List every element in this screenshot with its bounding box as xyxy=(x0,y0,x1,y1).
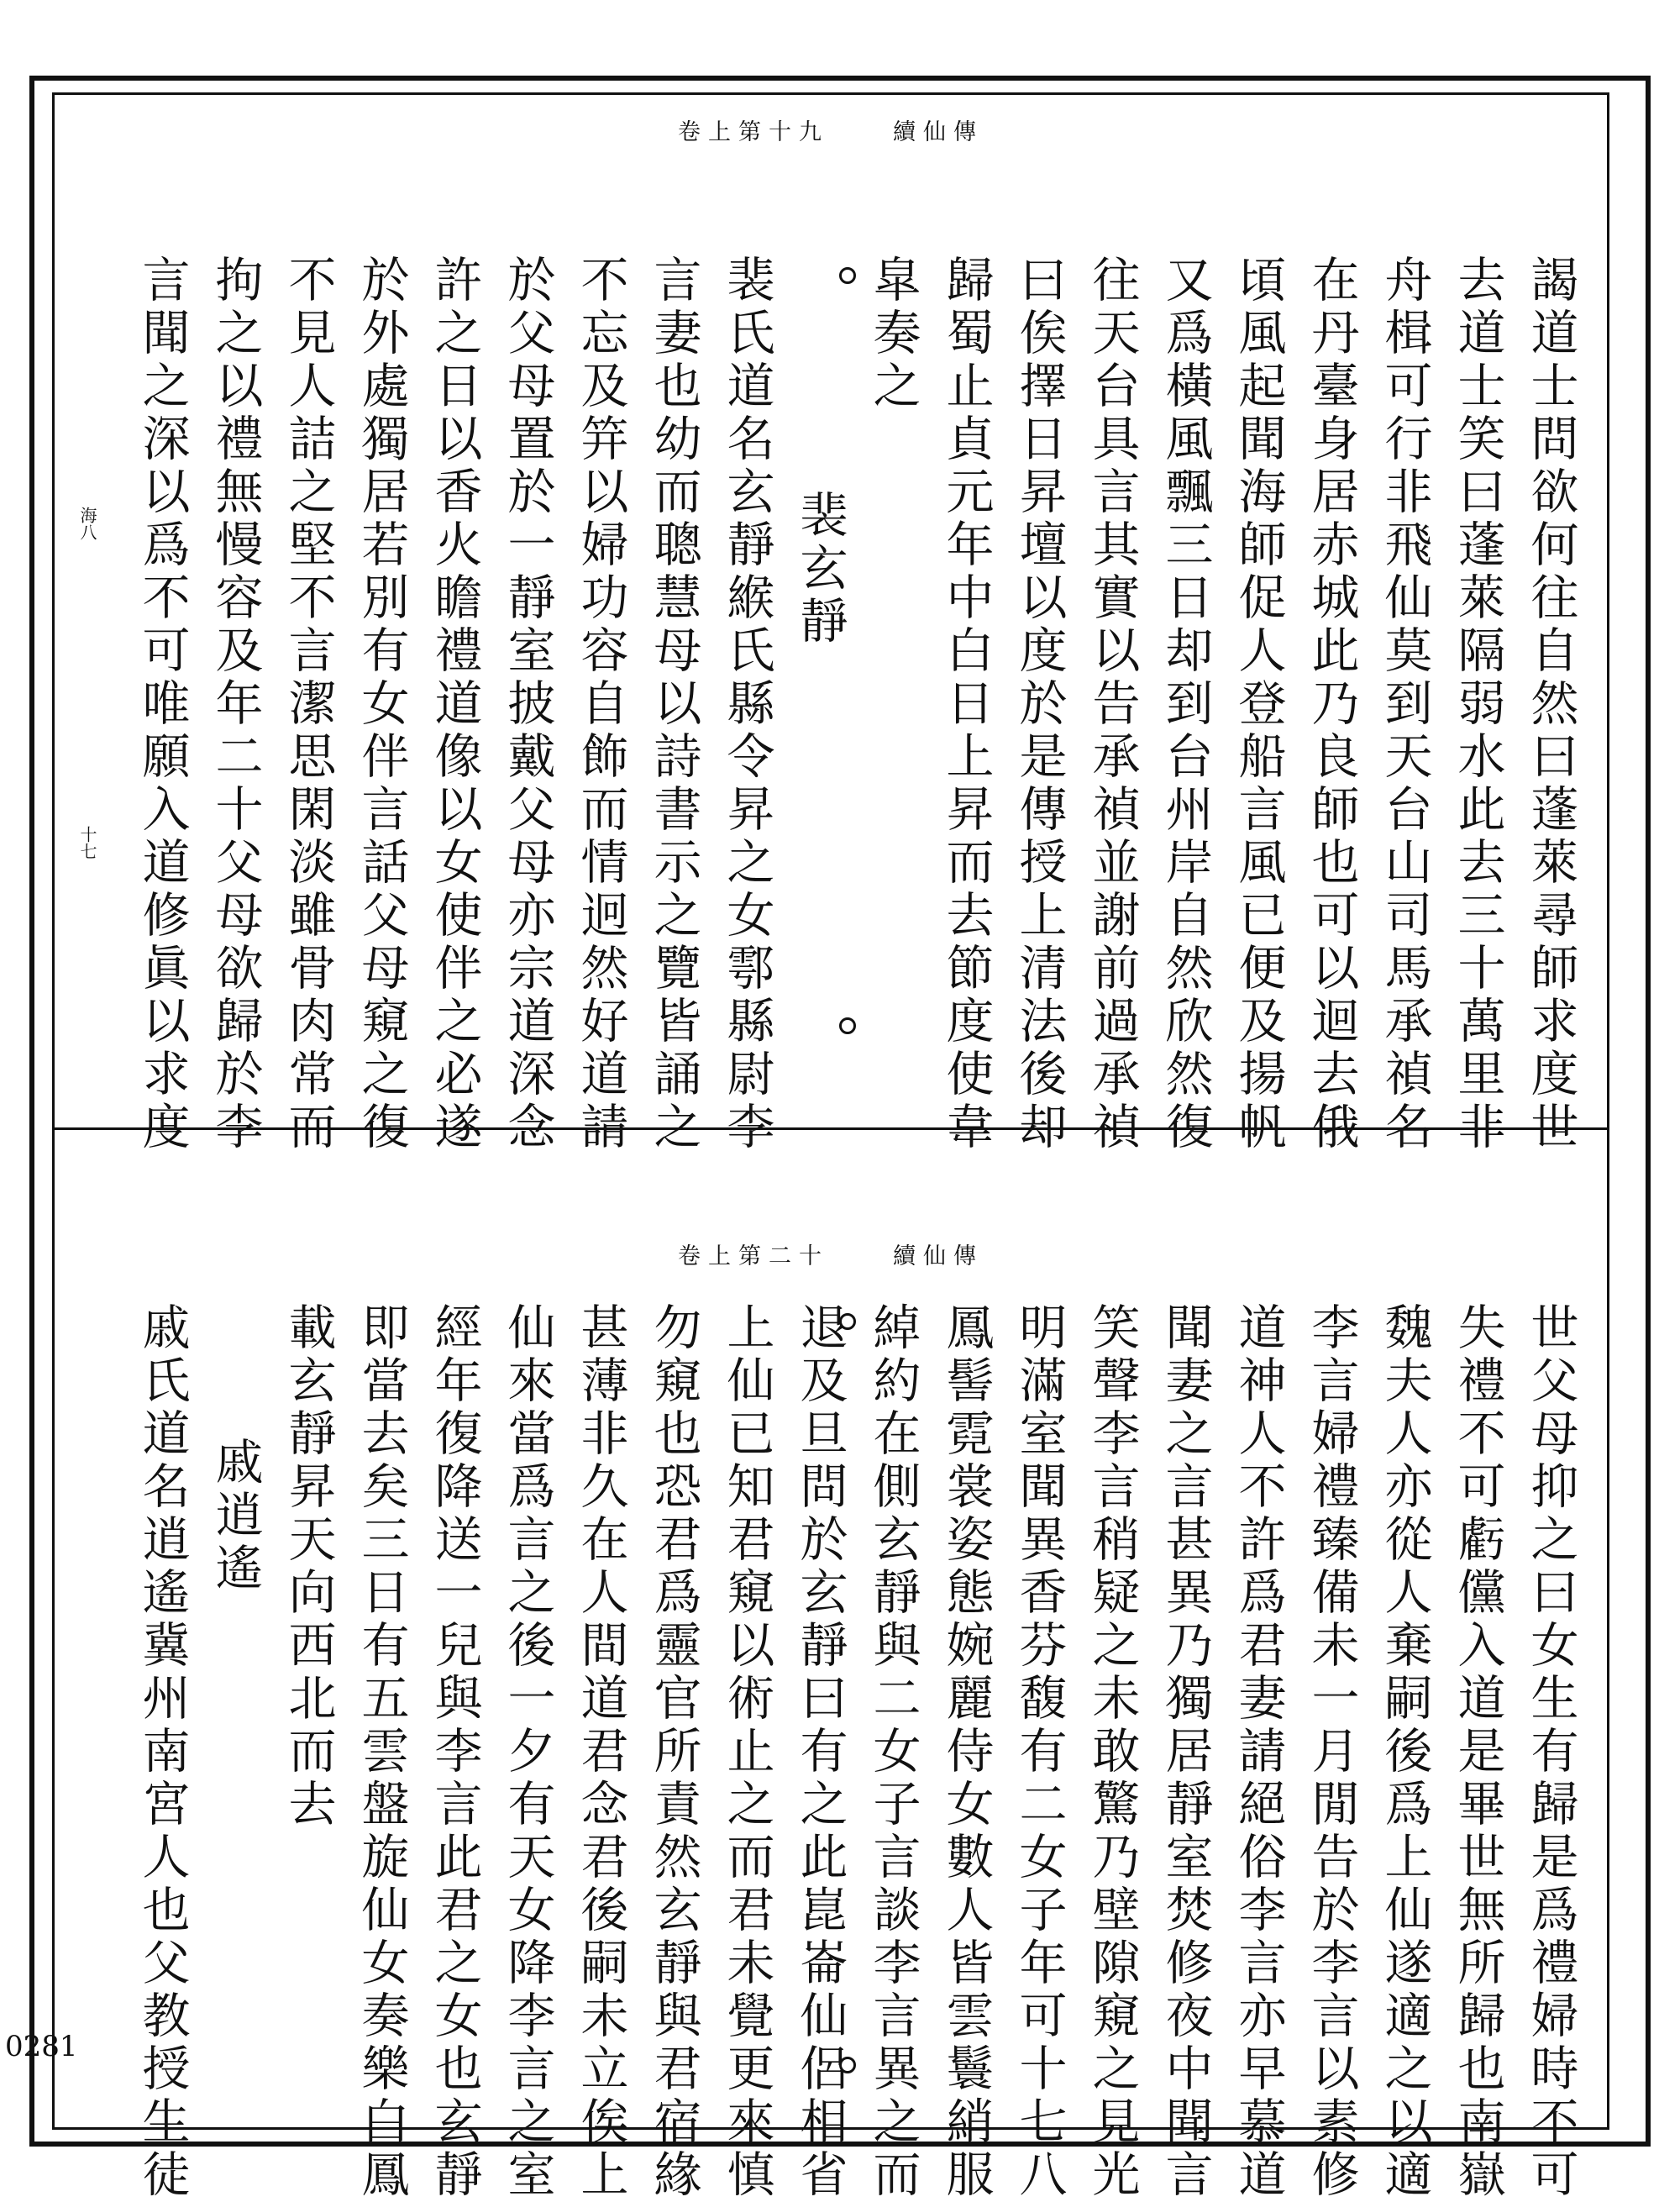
text-column: 魏夫人亦從人棄嗣後爲上仙遂適之以適 xyxy=(1377,1302,1432,2202)
text-column: 綽約在側玄靜與二女子言談李言異之而 xyxy=(865,1302,921,2202)
text-column: 甚薄非久在人間道君念君後嗣未立俟上 xyxy=(573,1302,628,2202)
text-column: 舟楫可行非飛仙莫到天台山司馬承禎名 xyxy=(1377,255,1432,1154)
text-column: 歸蜀止貞元年中白日上昇而去節度使韋 xyxy=(938,255,994,1154)
margin-note: 海八 xyxy=(77,507,97,540)
text-column: 頃風起聞海師促人登船言風已便及揚帆 xyxy=(1231,255,1286,1154)
text-column: 上仙已知君窺以術止之而君未覺更來慎 xyxy=(719,1302,774,2202)
bottom-running-header xyxy=(55,1238,1607,1270)
text-column: 於外處獨居若別有女伴言話父母窺之復 xyxy=(354,255,409,1154)
text-column: 聞妻之言甚異乃獨居靜室焚修夜中聞言 xyxy=(1158,1302,1213,2202)
column-marker-circle xyxy=(839,1313,856,1330)
text-column: 仙來當爲言之後一夕有天女降李言之室 xyxy=(500,1302,555,2202)
text-column: 道神人不許爲君妻請絕俗李言亦早慕道 xyxy=(1231,1302,1286,2202)
text-column: 在丹臺身居赤城此乃良師也可以迴去俄 xyxy=(1304,255,1359,1154)
text-column: 笑聲李言稍疑之未敢驚乃壁隙窺之見光 xyxy=(1084,1302,1140,2202)
text-column: 經年復降送一兒與李言此君之女也玄靜 xyxy=(427,1302,482,2202)
text-column: 世父母抑之曰女生有歸是爲禮婦時不可 xyxy=(1523,1302,1578,2202)
text-column: 於父母置於一靜室披戴父母亦宗道深念 xyxy=(500,255,555,1154)
text-column: 許之日以香火瞻禮道像以女使伴之必遂 xyxy=(427,255,482,1154)
bottom-panel xyxy=(52,1130,1609,2202)
bottom-header-volume: 卷上第二十 xyxy=(678,1243,829,1269)
text-column: 曰俟擇日昇壇以度於是傳授上清法後却 xyxy=(1011,255,1067,1154)
section-title: 戚逍遙 xyxy=(207,1437,263,1595)
text-column: 勿窺也恐君爲靈官所責然玄靜與君宿緣 xyxy=(646,1302,701,2202)
text-column: 李言婦禮臻備未一月閒告於李言以素修 xyxy=(1304,1302,1359,2202)
text-column: 謁道士問欲何往自然曰蓬萊尋師求度世 xyxy=(1523,255,1578,1154)
text-column: 即當去矣三日有五雲盤旋仙女奏樂白鳳 xyxy=(354,1302,409,2202)
text-column: 拘之以禮無慢容及年二十父母欲歸於李 xyxy=(207,255,263,1154)
column-marker-circle xyxy=(839,2057,856,2073)
text-column: 皐奏之 xyxy=(865,255,921,413)
bottom-header-book: 續仙傳 xyxy=(893,1243,984,1269)
text-column: 明滿室聞異香芬馥有二女子年可十七八 xyxy=(1011,1302,1067,2202)
text-column: 失禮不可虧儻入道是畢世無所歸也南嶽 xyxy=(1450,1302,1505,2202)
text-column: 載玄靜昇天向西北而去 xyxy=(281,1302,336,1831)
text-column: 言聞之深以爲不可唯願入道修眞以求度 xyxy=(134,255,190,1154)
text-column: 言妻也幼而聰慧母以詩書示之覽皆誦之 xyxy=(646,255,701,1154)
top-header-volume: 卷上第十九 xyxy=(678,119,829,145)
text-column: 去道士笑曰蓬萊隔弱水此去三十萬里非 xyxy=(1450,255,1505,1154)
margin-note: 十七 xyxy=(77,826,97,859)
text-column: 戚氏道名逍遙冀州南宮人也父教授生徒 xyxy=(134,1302,190,2202)
section-title: 裴玄靜 xyxy=(792,490,848,649)
column-marker-circle xyxy=(839,267,856,284)
top-running-header xyxy=(55,113,1607,146)
top-header-book: 續仙傳 xyxy=(893,119,984,145)
text-column: 不見人詰之堅不言潔思閑淡雖骨肉常而 xyxy=(281,255,336,1154)
text-column: 不忘及笄以婦功容自飾而情迥然好道請 xyxy=(573,255,628,1154)
page-number: 0281 xyxy=(5,2030,78,2063)
text-column: 退及旦問於玄靜曰有之此崑崙仙侶相省 xyxy=(792,1302,848,2202)
text-column: 往天台具言其實以告承禎並謝前過承禎 xyxy=(1084,255,1140,1154)
text-column: 裴氏道名玄靜緱氏縣令昇之女鄠縣尉李 xyxy=(719,255,774,1154)
text-column: 又爲橫風飄三日却到台州岸自然欣然復 xyxy=(1158,255,1213,1154)
column-marker-circle xyxy=(839,1017,856,1034)
text-column: 鳳髻霓裳姿態婉麗侍女數人皆雲鬟綃服 xyxy=(938,1302,994,2202)
top-panel xyxy=(52,92,1609,1154)
